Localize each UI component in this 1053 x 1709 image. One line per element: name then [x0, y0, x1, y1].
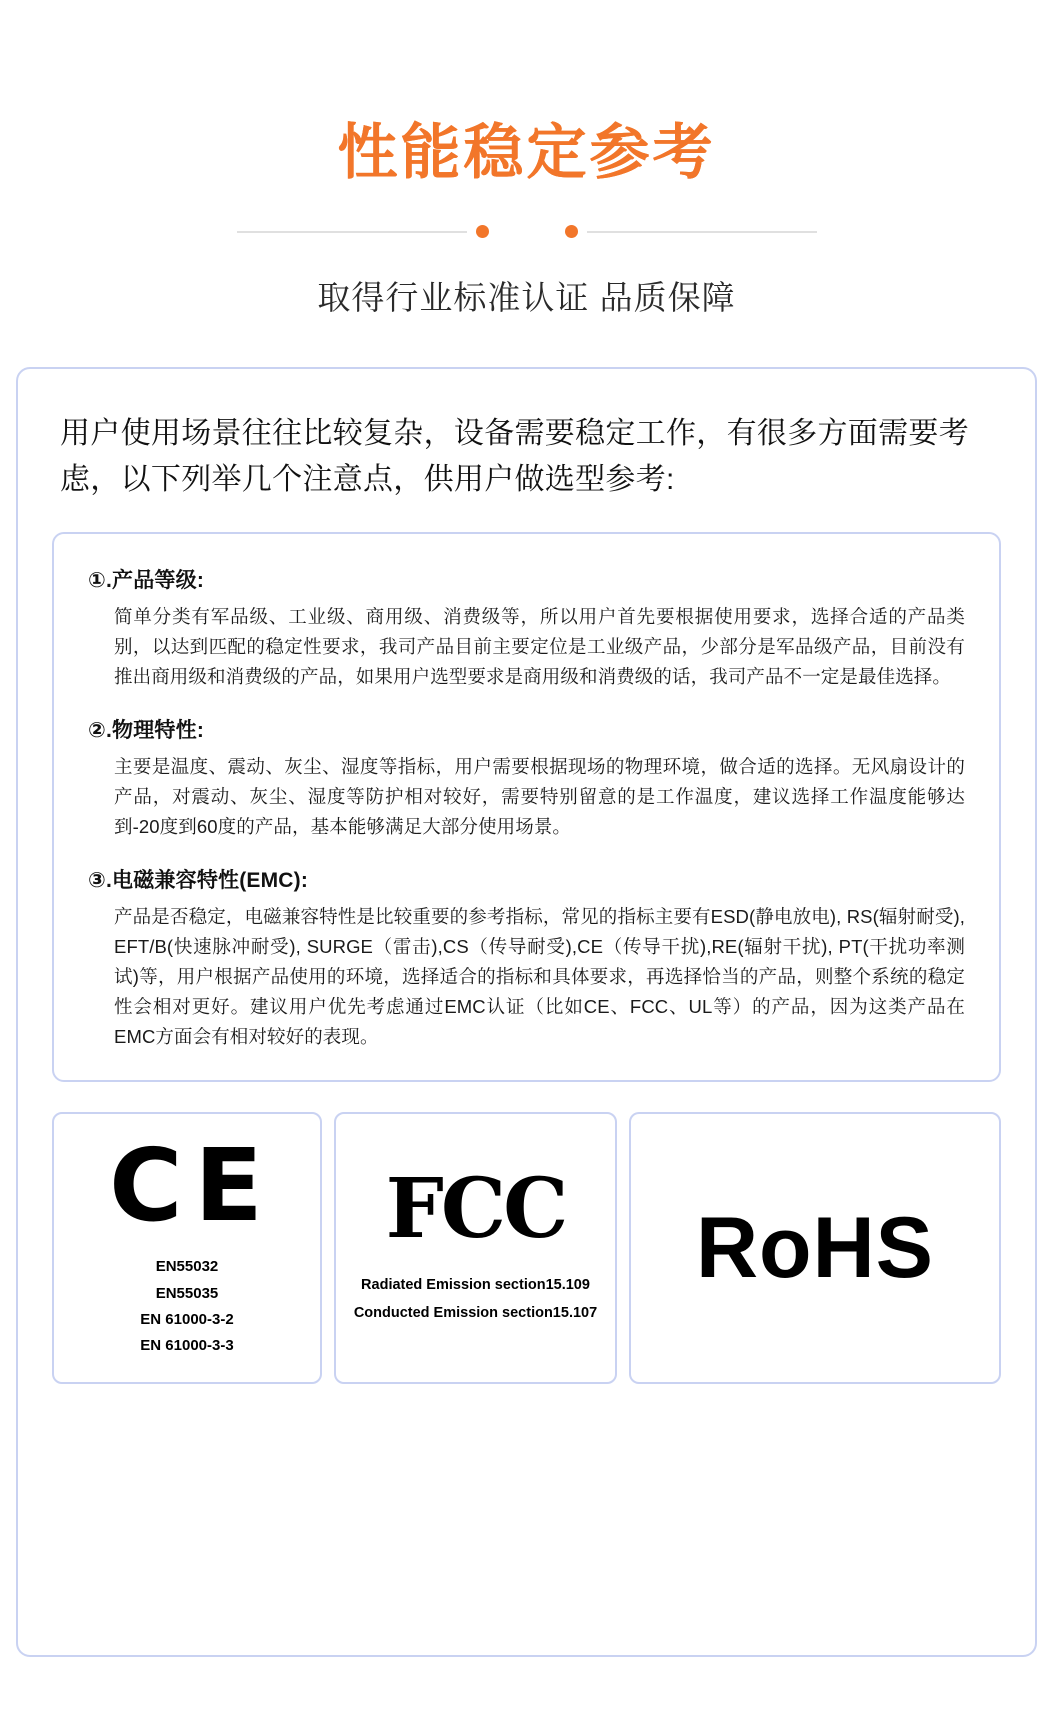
fcc-mark-icon: FCC	[385, 1161, 566, 1258]
divider-dot-right	[565, 225, 578, 238]
content-card	[16, 367, 1037, 1657]
ce-standard-line: EN 61000-3-2	[140, 1310, 234, 1328]
ce-standard-line: EN55035	[155, 1284, 219, 1302]
decorative-divider	[0, 225, 1053, 238]
list-item-heading: ②.物理特性:	[88, 719, 205, 743]
list-item-heading: ③.电磁兼容特性(EMC):	[88, 869, 309, 892]
list-item-heading: ①.产品等级:	[88, 569, 205, 593]
certification-row	[52, 1112, 1001, 1384]
certification-card-fcc	[334, 1112, 617, 1384]
certification-card-rohs	[629, 1112, 1001, 1384]
notes-list	[52, 532, 1001, 1082]
ce-mark-icon: CE	[109, 1127, 275, 1245]
ce-standard-line: EN 61000-3-3	[140, 1337, 234, 1355]
list-item-body: 主要是温度、震动、灰尘、湿度等指标，用户需要根据现场的物理环境，做合适的选择。无风扇设计的产品，对震动、灰尘、湿度等防护相对较好，需要特别留意的是工作温度，建议选择工作温度能够达到-20度到60度的产品，基本能够满足大部分使用场景。	[114, 756, 965, 838]
list-item-body: 产品是否稳定，电磁兼容特性是比较重要的参考指标，常见的指标主要有ESD(静电放电), RS(辐射耐受), EFT/B(快速脉冲耐受), SURGE（雷击),CS（传导耐受),CE（传导干扰),RE(辐射干扰), PT(干扰功率测试)等，用户根据产品使用的环境，选择适合的指标和具体要求，再选择恰当的产品，则整个系统的稳定性会相对更好。建议用户优先考虑通过EMC认证（比如CE、FCC、UL等）的产品，因为这类产品在EMC方面会有相对较好的表现。	[114, 906, 965, 1047]
page-title: 性能稳定参考	[0, 118, 1053, 187]
divider-dot-left	[476, 225, 489, 238]
certification-card-ce	[52, 1112, 322, 1384]
list-item	[88, 864, 965, 1052]
fcc-standard-line: Radiated Emission section15.109	[361, 1277, 590, 1294]
fcc-standard-line: Conducted Emission section15.107	[353, 1304, 598, 1321]
fcc-standards-list	[354, 1272, 597, 1327]
ce-standard-line: EN55032	[155, 1258, 219, 1276]
header-block	[0, 0, 1053, 319]
divider-line-left	[237, 231, 467, 233]
rohs-mark-icon: RoHS	[695, 1199, 935, 1296]
page-subtitle: 取得行业标准认证 品质保障	[317, 279, 736, 316]
list-item	[88, 564, 965, 692]
intro-paragraph: 用户使用场景往往比较复杂，设备需要稳定工作，有很多方面需要考虑，以下列举几个注意点，供用户做选型参考:	[60, 417, 969, 496]
list-item	[88, 714, 965, 842]
ce-standards-list	[140, 1254, 233, 1359]
list-item-body: 简单分类有军品级、工业级、商用级、消费级等，所以用户首先要根据使用要求，选择合适的产品类别，以达到匹配的稳定性要求，我司产品目前主要定位是工业级产品，少部分是军品级产品，目前没有推出商用级和消费级的产品，如果用户选型要求是商用级和消费级的话，我司产品不一定是最佳选择。	[114, 606, 965, 688]
divider-line-right	[587, 231, 817, 233]
